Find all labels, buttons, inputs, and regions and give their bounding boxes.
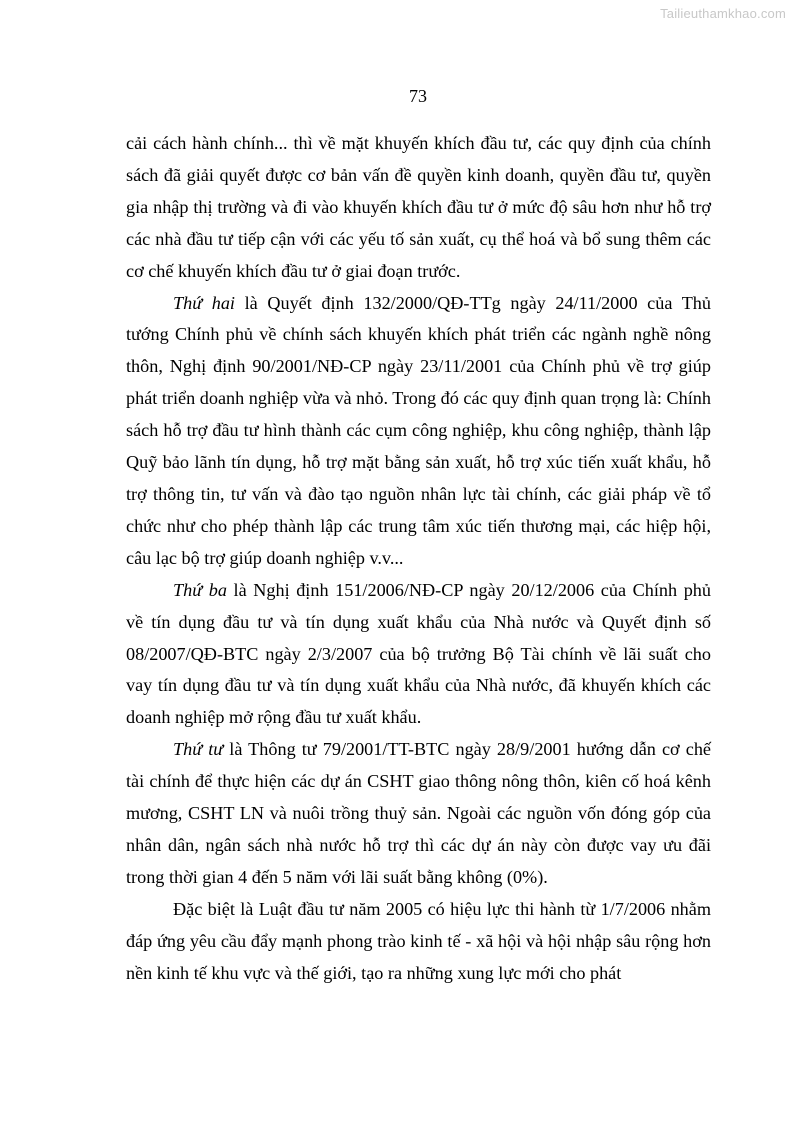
paragraph-lead: Thứ ba xyxy=(173,579,227,600)
paragraph-lead: Thứ tư xyxy=(173,739,224,760)
paragraph-lead: Thứ hai xyxy=(173,292,235,313)
paragraph-text: là Thông tư 79/2001/TT-BTC ngày 28/9/2001 hướng dẫn cơ chế tài chính để thực hiện các dự án CSHT giao thông nông thôn, kiên cố hoá kênh mương, CSHT LN và nuôi trồng thuỷ sản. Ngoài các nguồn vốn đóng góp của nhân dân, ngân sách nhà nước hỗ trợ thì các dự án này còn được vay ưu đãi trong thời gian 4 đến 5 năm với lãi suất bằng không (0%). xyxy=(126,739,711,887)
watermark: Tailieuthamkhao.com xyxy=(660,6,786,21)
paragraph-text: cải cách hành chính... thì về mặt khuyến khích đầu tư, các quy định của chính sách đã giải quyết được cơ bản vấn đề quyền kinh doanh, quyền đầu tư, quyền gia nhập thị trường và đi vào khuyến khích đầu tư ở mức độ sâu hơn như hỗ trợ các nhà đầu tư tiếp cận với các yếu tố sản xuất, cụ thể hoá và bổ sung thêm các cơ chế khuyến khích đầu tư ở giai đoạn trước. xyxy=(126,133,711,281)
paragraph-thu-ba xyxy=(126,575,711,735)
page-body xyxy=(126,128,711,989)
paragraph-continuation xyxy=(126,128,711,288)
paragraph-luat-dau-tu xyxy=(126,894,711,990)
paragraph-thu-tu xyxy=(126,734,711,894)
paragraph-text: là Quyết định 132/2000/QĐ-TTg ngày 24/11/2000 của Thủ tướng Chính phủ về chính sách khuyến khích phát triển các ngành nghề nông thôn, Nghị định 90/2001/NĐ-CP ngày 23/11/2001 của Chính phủ về trợ giúp phát triển doanh nghiệp vừa và nhỏ. Trong đó các quy định quan trọng là: Chính sách hỗ trợ đầu tư hình thành các cụm công nghiệp, khu công nghiệp, thành lập Quỹ bảo lãnh tín dụng, hỗ trợ mặt bằng sản xuất, hỗ trợ xúc tiến xuất khẩu, hỗ trợ thông tin, tư vấn và đào tạo nguồn nhân lực tài chính, các giải pháp về tổ chức như cho phép thành lập các trung tâm xúc tiến thương mại, các hiệp hội, câu lạc bộ trợ giúp doanh nghiệp v.v... xyxy=(126,292,711,568)
paragraph-text: là Nghị định 151/2006/NĐ-CP ngày 20/12/2006 của Chính phủ về tín dụng đầu tư và tín dụng xuất khẩu của Nhà nước và Quyết định số 08/2007/QĐ-BTC ngày 2/3/2007 của bộ trưởng Bộ Tài chính về lãi suất cho vay tín dụng đầu tư và tín dụng xuất khẩu của Nhà nước, đã khuyến khích các doanh nghiệp mở rộng đầu tư xuất khẩu. xyxy=(126,579,711,728)
paragraph-thu-hai xyxy=(126,288,711,575)
paragraph-text: Đặc biệt là Luật đầu tư năm 2005 có hiệu lực thi hành từ 1/7/2006 nhằm đáp ứng yêu cầu đẩy mạnh phong trào kinh tế - xã hội và hội nhập sâu rộng hơn nền kinh tế khu vực và thế giới, tạo ra những xung lực mới cho phát xyxy=(126,898,711,983)
page-number: 73 xyxy=(409,86,427,106)
